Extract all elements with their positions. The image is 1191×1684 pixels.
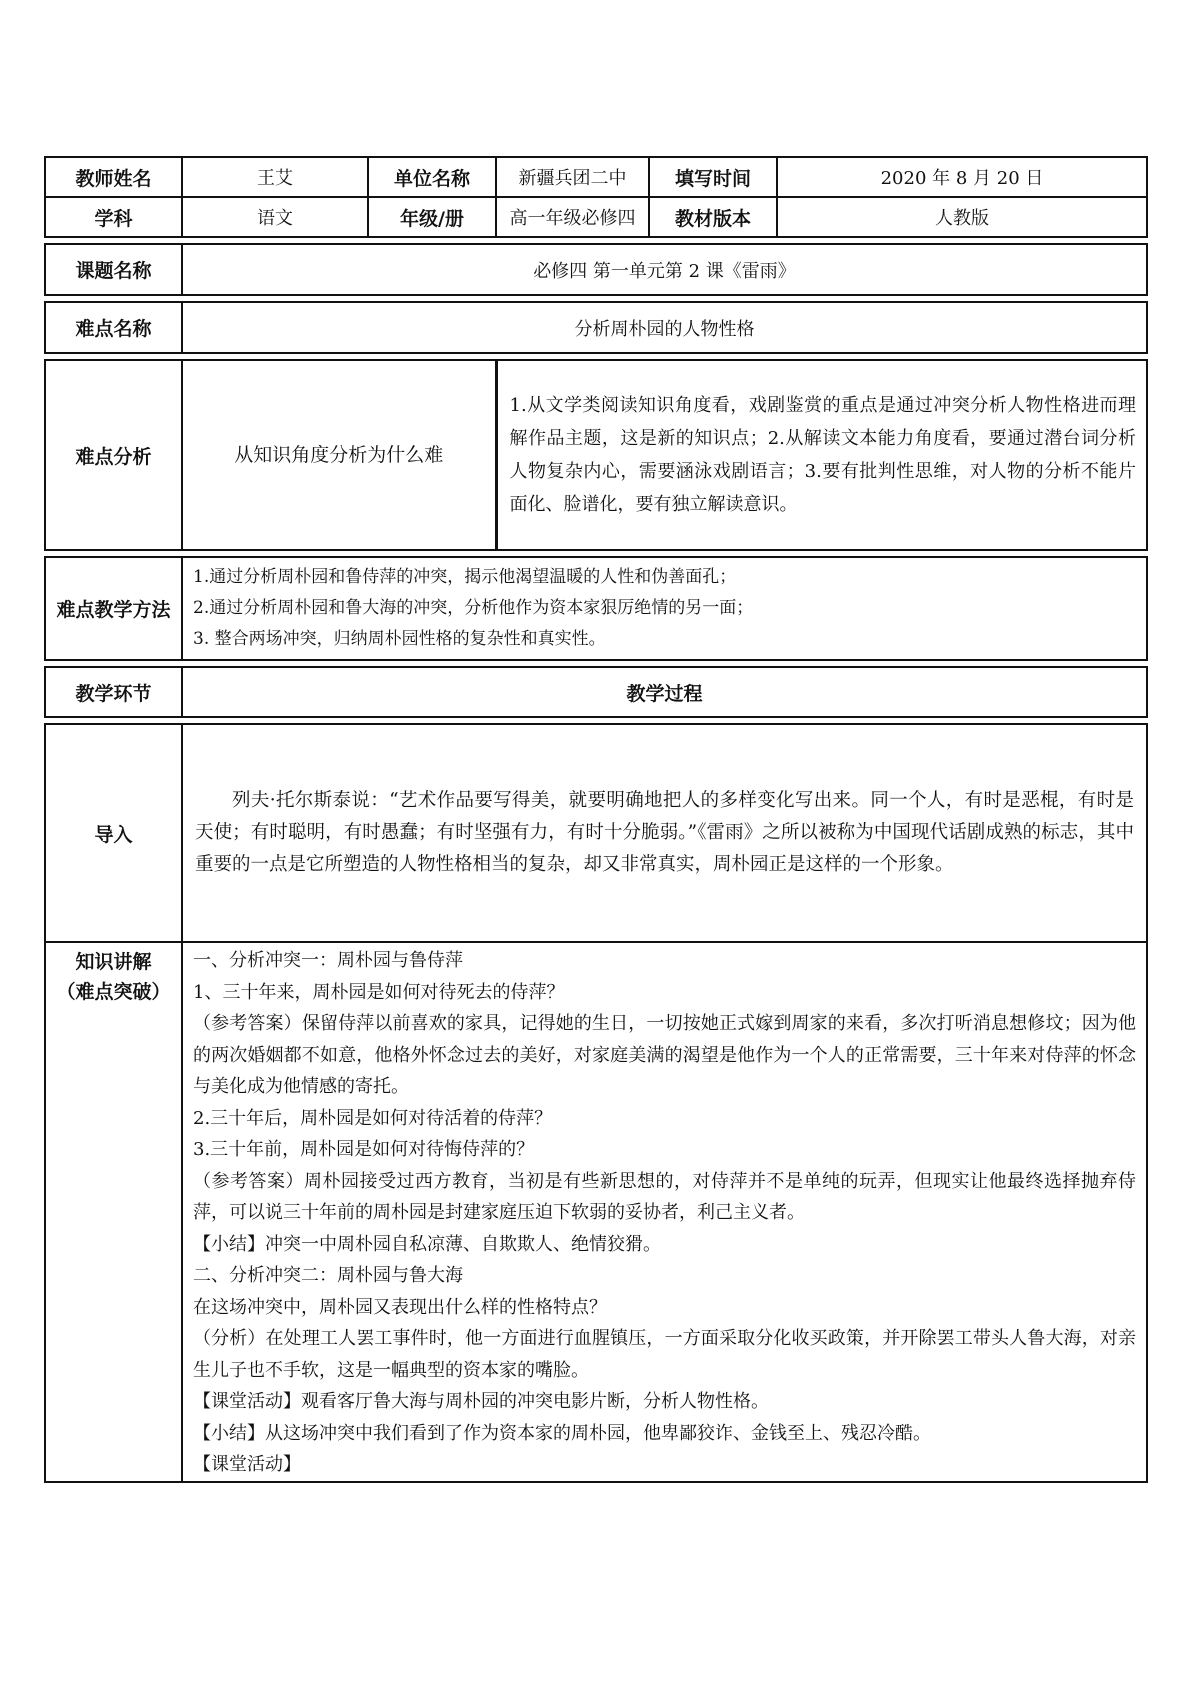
knowledge-line: 1、三十年来，周朴园是如何对待死去的侍萍？ xyxy=(193,981,565,1003)
analysis-sub-label: 从知识角度分析为什么难 xyxy=(182,360,496,550)
methods-row xyxy=(45,557,1147,660)
method-item: 2.通过分析周朴园和鲁大海的冲突，分析他作为资本家狠厉绝情的另一面； xyxy=(193,598,754,618)
intro-row xyxy=(45,724,1147,942)
knowledge-label xyxy=(45,942,182,1482)
process-label: 教学环节 xyxy=(45,667,182,717)
knowledge-row xyxy=(45,942,1147,1482)
unit-label: 单位名称 xyxy=(368,157,496,197)
knowledge-line: 【课堂活动】观看客厅鲁大海与周朴园的冲突电影片断，分析人物性格。 xyxy=(193,1391,769,1412)
topic-row xyxy=(45,244,1147,295)
subject-value: 语文 xyxy=(182,197,368,237)
knowledge-line: 【小结】从这场冲突中我们看到了作为资本家的周朴园，他卑鄙狡诈、金钱至上、残忍冷酷。 xyxy=(193,1422,931,1444)
grade-label: 年级/册 xyxy=(368,197,496,237)
teacher-label: 教师姓名 xyxy=(45,157,182,197)
difficulty-row xyxy=(45,302,1147,353)
knowledge-line: （参考答案）保留侍萍以前喜欢的家具，记得她的生日，一切按她正式嫁到周家的来看，多次打听消息想修坟；因为他的两次婚姻都不如意，他格外怀念过去的美好，对家庭美满的渴望是他作为一个人的正常需要，三十年来对侍萍的怀念与美化成为他情感的寄托。 xyxy=(193,1013,1136,1097)
lesson-plan-sheet xyxy=(44,156,1146,1483)
methods-list xyxy=(182,557,1147,660)
knowledge-line: （分析）在处理工人罢工事件时，他一方面进行血腥镇压，一方面采取分化收买政策，并开除罢工带头人鲁大海，对亲生儿子也不手软，这是一幅典型的资本家的嘴脸。 xyxy=(193,1328,1136,1381)
separator xyxy=(45,660,1147,667)
knowledge-line: 二、分析冲突二：周朴园与鲁大海 xyxy=(193,1265,463,1286)
header-row-2 xyxy=(45,197,1147,237)
analysis-row xyxy=(45,360,1147,550)
teacher-value: 王艾 xyxy=(182,157,368,197)
knowledge-line: 【小结】冲突一中周朴园自私凉薄、自欺欺人、绝情狡猾。 xyxy=(193,1233,661,1255)
difficulty-label: 难点名称 xyxy=(45,302,182,353)
header-row-1 xyxy=(45,157,1147,197)
knowledge-line: 3.三十年前，周朴园是如何对待悔侍萍的？ xyxy=(193,1139,535,1160)
subject-label: 学科 xyxy=(45,197,182,237)
date-label: 填写时间 xyxy=(649,157,777,197)
topic-label: 课题名称 xyxy=(45,244,182,295)
process-row xyxy=(45,667,1147,717)
method-item: 3. 整合两场冲突，归纳周朴园性格的复杂性和真实性。 xyxy=(193,629,606,649)
knowledge-line: 一、分析冲突一：周朴园与鲁侍萍 xyxy=(193,950,463,971)
lesson-plan-table xyxy=(44,156,1148,1483)
knowledge-line: 在这场冲突中，周朴园又表现出什么样的性格特点？ xyxy=(193,1296,607,1318)
knowledge-label-line2: （难点突破） xyxy=(56,981,171,1003)
separator xyxy=(45,237,1147,244)
separator xyxy=(45,717,1147,724)
knowledge-line: （参考答案）周朴园接受过西方教育，当初是有些新思想的，对侍萍并不是单纯的玩弄，但现实让他最终选择抛弃侍萍，可以说三十年前的周朴园是封建家庭压迫下软弱的妥协者，利己主义者。 xyxy=(193,1170,1136,1223)
knowledge-content xyxy=(182,942,1147,1482)
separator xyxy=(45,295,1147,302)
unit-value: 新疆兵团二中 xyxy=(496,157,649,197)
process-value: 教学过程 xyxy=(182,667,1147,717)
topic-value: 必修四 第一单元第 2 课《雷雨》 xyxy=(182,244,1147,295)
date-value: 2020 年 8 月 20 日 xyxy=(777,157,1147,197)
separator xyxy=(45,550,1147,557)
separator xyxy=(45,353,1147,360)
knowledge-line: 【课堂活动】 xyxy=(193,1454,301,1475)
knowledge-line: 2.三十年后，周朴园是如何对待活着的侍萍？ xyxy=(193,1107,553,1129)
grade-value: 高一年级必修四 xyxy=(496,197,649,237)
intro-text: 列夫·托尔斯泰说：“艺术作品要写得美，就要明确地把人的多样变化写出来。同一个人，有时是恶棍，有时是天使；有时聪明，有时愚蠢；有时坚强有力，有时十分脆弱。”《雷雨》之所以被称为中国现代话剧成熟的标志，其中重要的一点是它所塑造的人物性格相当的复杂，却又非常真实，周朴园正是这样的一个形象。 xyxy=(195,790,1134,875)
knowledge-label-line1: 知识讲解 xyxy=(75,951,152,973)
method-item: 1.通过分析周朴园和鲁侍萍的冲突，揭示他渴望温暖的人性和伪善面孔； xyxy=(193,567,737,587)
methods-label: 难点教学方法 xyxy=(45,557,182,660)
intro-cell xyxy=(182,724,1147,942)
edition-label: 教材版本 xyxy=(649,197,777,237)
analysis-text: 1.从文学类阅读知识角度看，戏剧鉴赏的重点是通过冲突分析人物性格进而理解作品主题，这是新的知识点；2.从解读文本能力角度看，要通过潜台词分析人物复杂内心，需要涵泳戏剧语言；3.要有批判性思维，对人物的分析不能片面化、脸谱化，要有独立解读意识。 xyxy=(496,360,1147,550)
intro-label: 导入 xyxy=(45,724,182,942)
analysis-label: 难点分析 xyxy=(45,360,182,550)
edition-value: 人教版 xyxy=(777,197,1147,237)
difficulty-value: 分析周朴园的人物性格 xyxy=(182,302,1147,353)
